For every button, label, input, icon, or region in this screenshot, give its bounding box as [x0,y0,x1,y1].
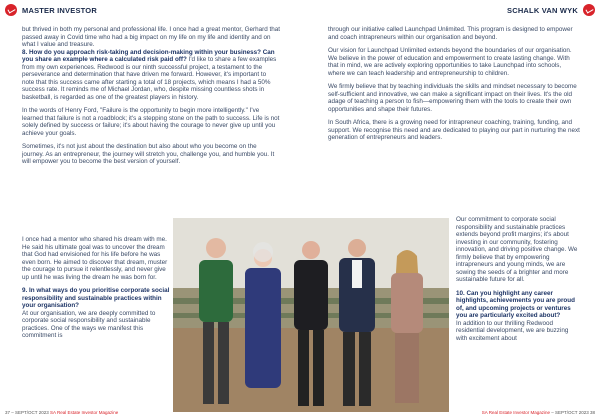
column-right-lower [456,216,578,348]
footer-left: 37 – SEPT/OCT 2023 SA Real Estate Investor Magazine [5,410,119,415]
question-heading: 9. In what ways do you prioritise corporate social responsibility and sustainable practices within your organisation? [22,287,170,309]
paragraph: Our commitment to corporate social responsibility and sustainable practices extends beyond profit margins; it's about investing in our community, fostering innovation, and driving positive change. We firmly believe that by empowering intrapreneurs and young minds, we are sowing the seeds of a brighter and more sustainable future for all. [456,216,578,283]
logo-icon [5,4,17,16]
paragraph: but thrived in both my personal and professional life. I once had a great mentor, Gerhard that passed away in Covid time who had a big impact on my life on my life and identity and on what I value and treasure. [22,26,280,48]
magazine-name: SA Real Estate Investor Magazine [481,410,550,415]
magazine-name: SA Real Estate Investor Magazine [50,410,119,415]
paragraph: I'd like to share a few examples from my own experiences. Redwood is our ninth successful project, a testament to the perseverance and determination that have driven me forward. However, it's important to note that this success came after starting a total of 18 projects, which means I had a 50% success rate. It reminds me of Michael Jordan, who, despite missing countless shots in basketball, is regarded as one of the greatest players in history. [22,56,277,101]
paragraph: Sometimes, it's not just about the destination but also about who you become on the journey. As an entrepreneur, the journey will stretch you, challenge you, and humble you. It will empower you to become the best version of yourself. [22,143,275,165]
column-left [22,26,280,172]
question-heading: 8. How do you approach risk-taking and decision-making within your business? Can you share an example where a calculated risk paid off? [22,48,275,63]
paragraph: Our vision for Launchpad Unlimited extends beyond the boundaries of our organisation. We believe in the power of education and empowerment to create lasting change. With that in mind, we are actively exploring opportunities to take Launchpad into schools, where we can teach leadership and entrepreneurship to children. [328,47,572,77]
group-photo-illustration [173,218,449,412]
paragraph: I once had a mentor who shared his dream with me. He said his ultimate goal was to uncover the dream that God had envisioned for his life before he was even born. He aimed to discover that dream, muster the courage to pursue it relentlessly, and never give up until he was living the dream he was born for. [22,236,168,281]
column-left-lower [22,236,170,346]
column-right [328,26,580,148]
issue-date: SEPT/OCT 2023 [15,410,49,415]
question-heading: 10. Can you highlight any career highlights, achievements you are proud of, and upcoming projects or ventures you are particularly excited about? [456,289,575,319]
page-number: 38 [589,410,595,415]
issue-date: SEPT/OCT 2023 [555,410,589,415]
paragraph: In the words of Henry Ford, "Failure is the opportunity to begin more intelligently." I've learned that failure is not a roadblock; it's a stepping stone on the path to success. Life is not solely defined by success or failure; it's about having the courage to never give up until you achieve your goals. [22,107,280,137]
header-right [507,0,595,20]
paragraph: At our organisation, we are deeply committed to corporate social responsibility and sustainable practices. One of the ways we manifest this commitment is [22,309,156,339]
paragraph: In addition to our thrilling Redwood residential development, we are buzzing with excitement about [456,319,569,342]
paragraph: In South Africa, there is a growing need for intrapreneur coaching, training, funding, and support. We recognise this need and are dedicated to playing our part in nurturing the next generation of entrepreneurs and leaders. [328,119,580,141]
header-right-title: SCHALK VAN WYK [507,5,578,15]
group-photo [173,218,449,412]
header-left [5,0,97,20]
page-number: 37 [5,410,11,415]
footer-right: SA Real Estate Investor Magazine – SEPT/OCT 2023 38 [481,410,595,415]
paragraph: through our initiative called Launchpad Unlimited. This program is designed to empower and coach intrapreneurs within our organisation and beyond. [328,26,573,41]
header-left-title: MASTER INVESTOR [22,5,97,15]
paragraph: We firmly believe that by teaching individuals the skills and mindset necessary to become self-sufficient and innovative, we can make a significant impact on their lives. It's the old adage of teaching a person to fish—empowering them with the tools to create their own opportunities and shape their futures. [328,83,577,113]
logo-icon [583,4,595,16]
